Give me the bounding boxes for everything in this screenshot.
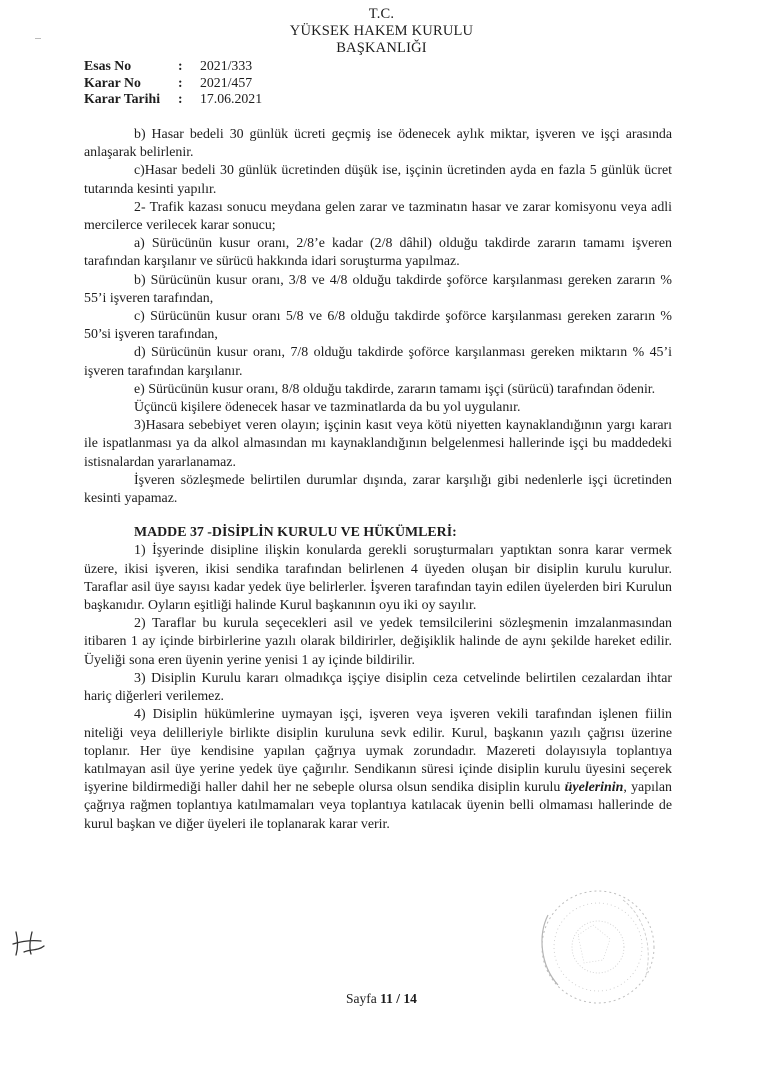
meta-row-esas <box>84 58 262 75</box>
page-number <box>0 991 763 1007</box>
page-number-prefix: Sayfa <box>346 991 381 1006</box>
header-line-office: BAŞKANLIĞI <box>336 40 427 56</box>
paragraph: e) Sürücünün kusur oranı, 8/8 olduğu takdirde, zararın tamamı işçi (sürücü) tarafından ödenir. <box>134 381 656 397</box>
tarih-value: 17.06.2021 <box>200 91 263 106</box>
esas-label: Esas No <box>84 58 132 73</box>
paragraph: d) Sürücünün kusur oranı, 7/8 olduğu takdirde şoförce karşılanması gereken miktarın % 45’i işveren tarafından karşılanır. <box>84 345 672 379</box>
esas-value: 2021/333 <box>200 58 253 73</box>
article-paragraph-text: 4) Disiplin hükümlerine uymayan işçi, işveren veya işveren vekili tarafından işlenen fiilin niteliği veya delilleriyle birlikte disiplin kuruluna sevk edilir. Kurul, başkanın yazılı çağrısı üzerine toplanır. Her üye kendisine yapılan çağrıya uymak zorundadır. Mazereti dolayısıyla toplantıya katılmayan asil üye yerine yedek üye çağırılır. Sendikanın süresi içinde disiplin kurulu üyesini seçerek işyerine bildirmediği haller dahil her ne sebeple olursa olsun sendika disiplin kurulu <box>84 707 672 796</box>
meta-row-tarih <box>84 91 262 108</box>
article-title: MADDE 37 -DİSİPLİN KURULU VE HÜKÜMLERİ: <box>134 525 457 541</box>
paragraph: Üçüncü kişilere ödenecek hasar ve tazminatlarda da bu yol uygulanır. <box>134 400 521 416</box>
meta-row-karar <box>84 75 262 92</box>
header-line-institution: YÜKSEK HAKEM KURULU <box>289 23 474 39</box>
meta-colon: : <box>178 74 183 90</box>
case-meta-block <box>84 58 262 108</box>
article-paragraph <box>84 706 672 833</box>
article-paragraph: 1) İşyerinde disipline ilişkin konularda gerekli soruşturmaları yaptıktan sonra karar vermek üzere, ikisi işveren, ikisi sendika tarafından belirlenen 4 üyeden oluşan bir disiplin kurulu kurulur. Taraflar asil üye sayısı kadar yedek üye belirlerler. İşveren tarafından tayin edilen üyelerden biri Kurulun başkanıdır. Oyların eşitliği halinde Kurul başkanının oyu iki oy sayılır. <box>84 543 672 614</box>
tarih-label: Karar Tarihi <box>84 91 161 106</box>
paragraph: b) Hasar bedeli 30 günlük ücreti geçmiş ise ödenecek aylık miktar, işveren ve işçi arasında anlaşarak belirlenir. <box>84 127 672 161</box>
paragraph: İşveren sözleşmede belirtilen durumlar dışında, zarar karşılığı gibi nedenlerle işçi ücretinden kesinti yapamaz. <box>84 472 672 507</box>
karar-label: Karar No <box>84 74 141 90</box>
page-number-value: 11 / 14 <box>380 991 417 1006</box>
handwritten-signature-icon <box>10 928 48 958</box>
document-header <box>0 6 763 57</box>
emphasized-word: üyelerinin <box>564 780 624 796</box>
paragraph: c) Sürücünün kusur oranı 5/8 ve 6/8 olduğu takdirde şoförce karşılanması gereken zararın % 50’si işveren tarafından, <box>84 309 672 343</box>
article-paragraph: 3) Disiplin Kurulu kararı olmadıkça işçiye disiplin ceza cetvelinde belirtilen cezalardan ihtar hariç diğerleri verilemez. <box>84 670 672 705</box>
article-paragraph: 2) Taraflar bu kurula seçecekleri asil ve yedek temsilcilerini sözleşmenin imzalanmasından itibaren 1 ay içinde birbirlerine yazılı olarak bildirirler, değişiklik halinde de aynı şekilde hareket edilir. Üyeliği sona eren üyenin yerine yenisi 1 ay içinde bildirilir. <box>84 616 672 668</box>
header-line-tc: T.C. <box>368 6 395 22</box>
paragraph: a) Sürücünün kusur oranı, 2/8’e kadar (2/8 dâhil) olduğu takdirde zararın tamamı işveren tarafından karşılanır ve sürücü hakkında idari soruşturma yapılmaz. <box>84 236 672 270</box>
article-paragraph-text: , yapılan çağrıya rağmen toplantıya katılmamaları veya toplantıya katılacak üyenin belli olmaması hallerinde de kurul başkan ve diğer üyeleri ile toplanarak karar verir. <box>84 780 672 832</box>
meta-colon: : <box>178 91 183 106</box>
paragraph: c)Hasar bedeli 30 günlük ücretinden düşük ise, işçinin ücretinden ayda en fazla 5 günlük ücret tutarında kesinti yapılır. <box>84 163 672 197</box>
meta-colon: : <box>178 58 183 73</box>
paragraph: b) Sürücünün kusur oranı, 3/8 ve 4/8 olduğu takdirde şoförce karşılanması gereken zararın % 55’i işveren tarafından, <box>84 272 672 306</box>
karar-value: 2021/457 <box>200 74 253 90</box>
paragraph: 2- Trafik kazası sonucu meydana gelen zarar ve tazminatın hasar ve zarar komisyonu veya adli mercilerce verilecek karar sonucu; <box>84 199 672 234</box>
paragraph: 3)Hasara sebebiyet veren olayın; işçinin kasıt veya kötü niyetten kaynaklandığının yargı kararı ile ispatlanması ya da alkol almasından mı kaynaklandığının belgelenmesi hallerinde işçi bu maddedeki istisnalardan yararlanamaz. <box>84 418 672 470</box>
document-body <box>84 126 672 834</box>
